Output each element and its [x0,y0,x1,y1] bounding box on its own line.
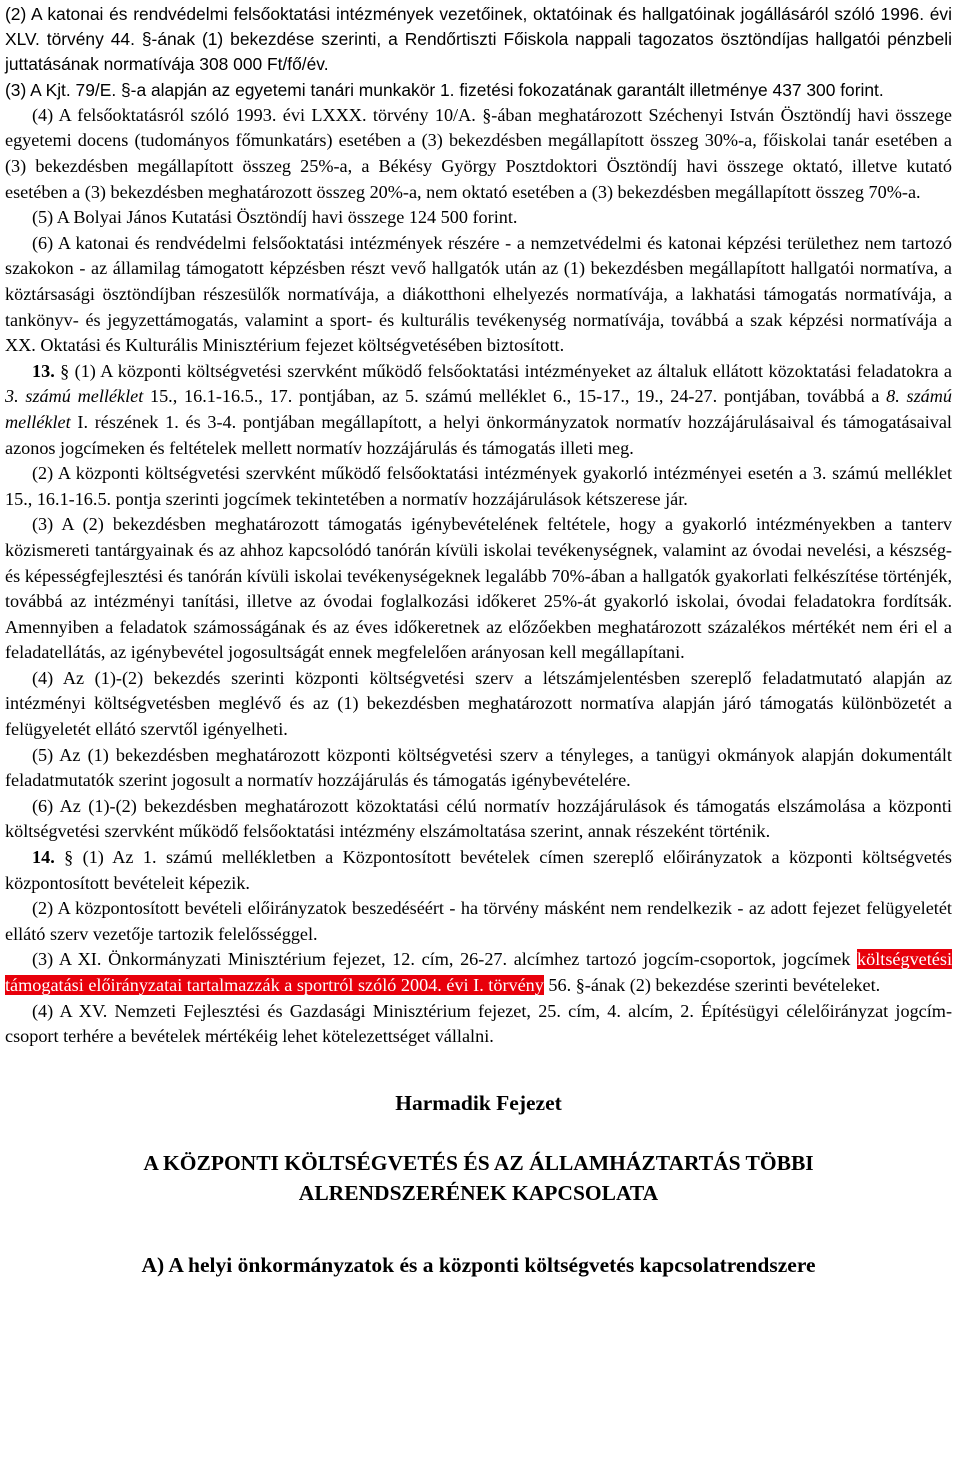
section-14-text: § (1) Az 1. számú mellékletben a Központosított bevételek címen szereplő előirányzatok a központi költségvetés központosított bevételeit képezik. [5,847,952,893]
chapter-heading: Harmadik Fejezet [395,1090,562,1115]
section-13-paragraph-4: (4) Az (1)-(2) bekezdés szerinti központi költségvetési szerv a létszámjelentésben szereplő feladatmutató alapján az intézményi költségvetésben meglévő és az (1) bekezdésben meghatározott normatíva alapján járó támogatás különbözetét a felügyeletét ellátó szervtől igényelheti. [5,667,952,740]
section-14-p3-text-a: (3) A XI. Önkormányzati Minisztérium fejezet, 12. cím, 26-27. alcímhez tartozó jogcím-csoportok, jogcímek [32,949,858,970]
section-14-paragraph-4: (4) A XV. Nemzeti Fejlesztési és Gazdasági Minisztérium fejezet, 25. cím, 4. alcím, 2. Építésügyi célelőirányzat jogcím-csoport terhére a bevételek mértékéig lehet kötelezettséget vállalni. [5,1000,952,1047]
section-13-text-b: 15., 16.1-16.5., 17. pontjában, az 5. számú melléklet 6., 15-17., 19., 24-27. pontjában, továbbá a [143,386,887,407]
paragraph-5: (5) A Bolyai János Kutatási Ösztöndíj havi összege 124 500 forint. [32,207,518,228]
section-13-paragraph-2: (2) A központi költségvetési szervként működő felsőoktatási intézmények gyakorló intézményei esetén a 3. számú melléklet 15., 16.1-16.5. pontja szerinti jogcímek tekintetében a normatív hozzájárulások kétszerese jár. [5,463,952,509]
section-14-p3-text-b: 56. §-ának (2) bekezdése szerinti bevételeket. [543,975,881,995]
section-14-number: 14. [32,847,55,868]
section-heading: A) A helyi önkormányzatok és a központi költségvetés kapcsolatrendszere [141,1252,816,1277]
section-13-paragraph-5: (5) Az (1) bekezdésben meghatározott központi költségvetési szerv a tényleges, a tanügyi okmányok alapján dokumentált feladatmutatók szerint jogosult a normatív hozzájárulás és támogatás igénybevételére. [5,744,952,791]
annex-8-reference: 8. számú melléklet [5,386,952,432]
highlighted-text[interactable]: költségvetési támogatási előirányzatai tartalmazzák a sportról szóló 2004. évi I. törvény [5,949,952,995]
section-14-paragraph-1 [5,845,952,896]
section-13-paragraph-1 [5,359,952,461]
chapter-title-line-1: A KÖZPONTI KÖLTSÉGVETÉS ÉS AZ ÁLLAMHÁZTARTÁS TÖBBI [143,1150,814,1175]
section-13-number: 13. [32,360,55,381]
paragraph-6: (6) A katonai és rendvédelmi felsőoktatási intézmények részére - a nemzetvédelmi és katonai képzési területhez nem tartozó szakokon - az államilag támogatott képzésben részt vevő hallgatók után az (1) bekezdésben megállapított hallgatói normatíva, a köztársasági ösztöndíjban részesülők normatívája, a diákotthoni elhelyezés normatívája, a lakhatási támogatás normatívája, a tankönyv- és jegyzettámogatás, valamint a sport- és kulturális tevékenység normatívája, továbbá a szak képzési normatívája a XX. Oktatási és Kulturális Minisztérium fejezet költségvetésében biztosított. [5,232,952,356]
paragraph-2: (2) A katonai és rendvédelmi felsőoktatási intézmények vezetőinek, oktatóinak és hallgatóinak jogállásáról szóló 1996. évi XLV. törvény 44. §-ának (1) bekezdése szerinti, a Rendőrtiszti Főiskola nappali tagozatos ösztöndíjas hallgatói pénzbeli juttatásának normatívája 308 000 Ft/fő/év. [5,4,952,75]
section-13-paragraph-3: (3) A (2) bekezdésben meghatározott támogatás igénybevételének feltétele, hogy a gyakorló intézményekben a tanterv közismereti tantárgyainak és az ahhoz kapcsolódó tanórán kívüli iskolai tevékenységnek, valamint az óvodai nevelési, a készség- és képességfejlesztési és tanórán kívüli iskolai tevékenységeknek legalább 70%-ában a hallgatók gyakorlati felkészítése történjék, továbbá az intézményi tanítási, illetve az óvodai foglalkozási időkeret 25%-át gyakorló iskolai, óvodai feladatokra fordítsák. Amennyiben a feladatok számosságának és az éves időkeretnek az előzőekben meghatározott százalékos mértékét nem éri el a feladatellátás, az igénybevétel jogosultságát ennek megfelelően arányosan kell megállapítani. [5,514,952,663]
section-13-text-a: § (1) A központi költségvetési szervként működő felsőoktatási intézményeket az általuk ellátott közoktatási feladatokra a [54,360,952,381]
paragraph-4: (4) A felsőoktatásról szóló 1993. évi LXXX. törvény 10/A. §-ában meghatározott Széchenyi István Ösztöndíj havi összege egyetemi docens (tudományos főmunkatárs) esetében a (3) bekezdésben megállapított összeg 30%-a, főiskolai tanár esetében a (3) bekezdésben megállapított összeg 25%-a, a Békésy György Posztdoktori Ösztöndíj havi összege oktató, illetve kutató esetében a (3) bekezdésben meghatározott összeg 20%-a, nem oktató esetében a (3) bekezdésben megállapított összeg 70%-a. [5,104,952,202]
section-13-text-c: I. részének 1. és 3-4. pontjában megállapított, a helyi önkormányzatok normatív hozzájárulásaival és támogatásaival azonos jogcímeken és feltételek mellett normatív hozzájárulás és támogatás illeti meg. [5,411,952,458]
section-14-paragraph-3 [5,947,952,998]
annex-3-reference: 3. számú melléklet [5,386,144,407]
paragraph-3: (3) A Kjt. 79/E. §-a alapján az egyetemi tanári munkakör 1. fizetési fokozatának garantált illetménye 437 300 forint. [5,79,884,100]
section-13-paragraph-6: (6) Az (1)-(2) bekezdésben meghatározott közoktatási célú normatív hozzájárulások és támogatás elszámolása a központi költségvetési szervként működő felsőoktatási intézmény elszámoltatása szerint, annak részeként történik. [5,795,952,842]
section-14-paragraph-2: (2) A központosított bevételi előirányzatok beszedéséért - ha törvény másként nem rendelkezik - az adott fejezet felügyeletét ellátó szerv vezetője tartozik felelősséggel. [5,898,952,944]
chapter-title-line-2: ALRENDSZERÉNEK KAPCSOLATA [298,1180,659,1205]
